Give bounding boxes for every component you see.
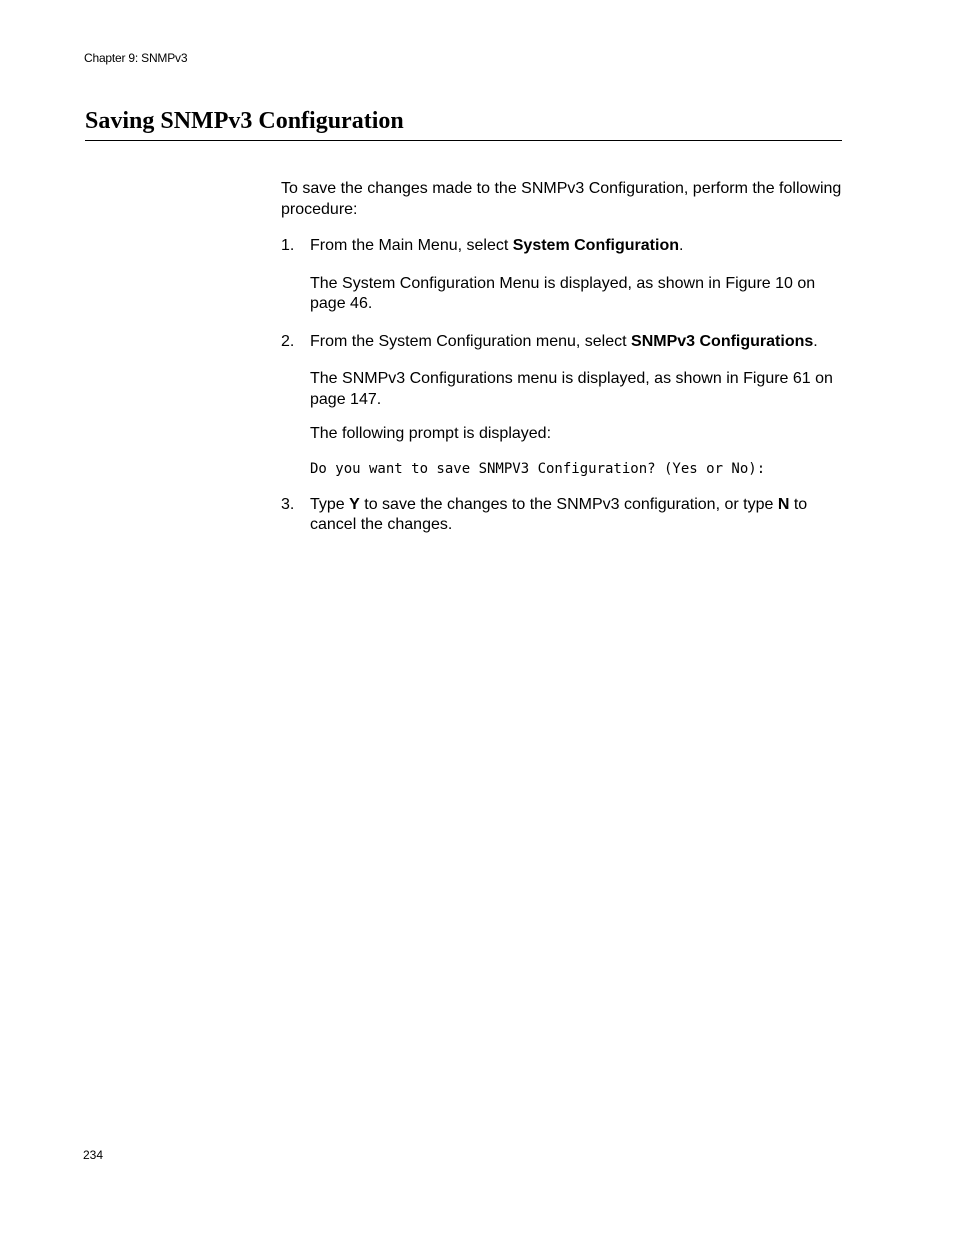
menu-option-system-configuration: System Configuration (512, 237, 679, 254)
step-1 (281, 236, 843, 315)
step-result: The System Configuration Menu is displayed, as shown in Figure 10 on page 46. (310, 274, 816, 312)
step-instruction: From the Main Menu, select System Configuration. (310, 237, 684, 254)
step-number: 2. (281, 332, 295, 350)
step-number: 1. (281, 237, 295, 254)
section-title: Saving SNMPv3 Configuration (85, 108, 404, 134)
step-result: The SNMPv3 Configurations menu is displayed, as shown in Figure 61 on page 147. (310, 370, 833, 408)
running-header: Chapter 9: SNMPv3 (84, 51, 188, 65)
step-number: 3. (281, 495, 295, 513)
step-instruction: Type Y to save the changes to the SNMPv3 configuration, or type N to cancel the changes. (310, 495, 808, 533)
menu-option-snmpv3-configurations: SNMPv3 Configurations (631, 332, 814, 350)
prompt-code: Do you want to save SNMPV3 Configuration? (Yes or No): (310, 460, 766, 477)
step-note: The following prompt is displayed: (310, 425, 552, 442)
body-text (281, 179, 843, 536)
key-y: Y (349, 495, 360, 513)
step-instruction: From the System Configuration menu, select SNMPv3 Configurations. (310, 332, 818, 350)
page-number: 234 (83, 1148, 104, 1162)
step-3 (281, 495, 843, 536)
intro-paragraph: To save the changes made to the SNMPv3 Configuration, perform the following procedure: (281, 180, 842, 218)
step-2 (281, 332, 843, 479)
title-rule (85, 140, 842, 141)
key-n: N (777, 495, 790, 513)
